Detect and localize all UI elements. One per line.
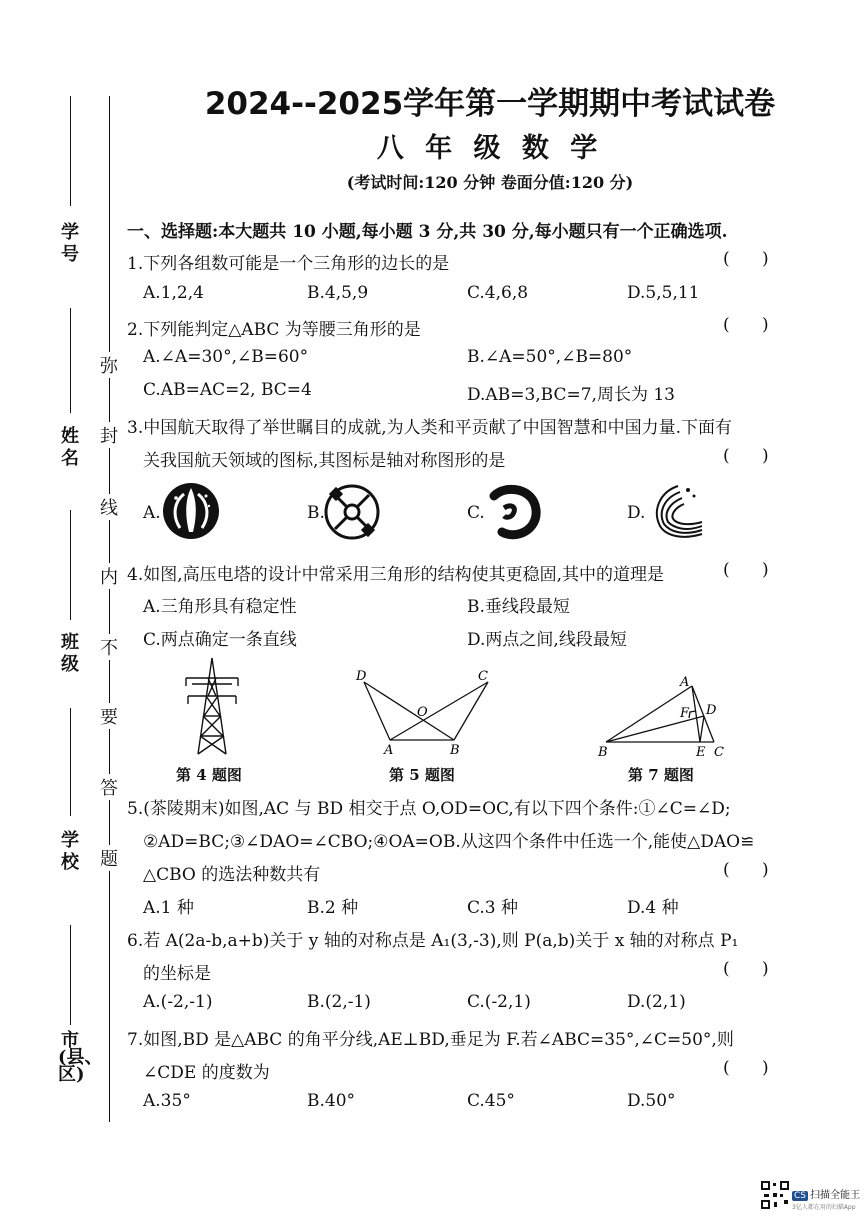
- power-tower-figure: [182, 656, 242, 756]
- seal-char: 线: [97, 494, 121, 520]
- point-label: C: [478, 669, 488, 684]
- field-label-name: 姓名: [61, 426, 79, 469]
- field-line-city: [70, 925, 71, 1025]
- orbit-emblem-icon: [648, 482, 710, 540]
- point-label: E: [696, 745, 706, 760]
- answer-blank[interactable]: ( ): [723, 860, 769, 880]
- field-label-city: 市(县、区): [58, 1030, 103, 1085]
- question-stem: 2.下列能判定△ABC 为等腰三角形的是: [127, 320, 421, 340]
- question-stem: 1.下列各组数可能是一个三角形的边长的是: [127, 254, 450, 274]
- question-stem: 7.如图,BD 是△ABC 的角平分线,AE⊥BD,垂足为 F.若∠ABC=35°,∠C=50°,则: [127, 1030, 734, 1050]
- scanner-logo-icon: CS: [794, 1191, 806, 1201]
- point-label: B: [450, 743, 460, 758]
- point-label: B: [598, 745, 608, 760]
- point-label: F: [680, 706, 690, 721]
- option-d[interactable]: D.两点之间,线段最短: [467, 630, 627, 650]
- field-line-name: [70, 308, 71, 413]
- question-stem: △CBO 的选法种数共有: [143, 865, 321, 885]
- point-label: D: [356, 669, 367, 684]
- exam-info: (考试时间:120 分钟 卷面分值:120 分): [346, 173, 634, 192]
- seal-line: [109, 96, 110, 1122]
- field-line-student-id: [70, 96, 71, 206]
- option-a[interactable]: A.1 种: [143, 898, 194, 918]
- seal-char: 答: [97, 774, 121, 800]
- option-b[interactable]: B.4,5,9: [307, 283, 369, 303]
- question-stem: 3.中国航天取得了举世瞩目的成就,为人类和平贡献了中国智慧和中国力量.下面有: [127, 418, 733, 438]
- option-a[interactable]: A.35°: [143, 1091, 191, 1111]
- option-c[interactable]: C.(-2,1): [467, 992, 531, 1012]
- question-stem: 关我国航天领域的图标,其图标是轴对称图形的是: [143, 451, 506, 471]
- answer-blank[interactable]: ( ): [723, 315, 769, 335]
- scanner-tagline: 3亿人都在用的扫描App: [792, 1204, 856, 1211]
- option-b[interactable]: B.40°: [307, 1091, 356, 1111]
- point-label: C: [714, 745, 724, 760]
- seal-char: 弥: [97, 352, 121, 378]
- point-label: A: [680, 675, 690, 690]
- option-c[interactable]: C.: [467, 503, 485, 523]
- answer-blank[interactable]: ( ): [723, 249, 769, 269]
- point-label: A: [384, 743, 394, 758]
- seal-char: 要: [97, 703, 121, 729]
- option-d[interactable]: D.4 种: [627, 898, 679, 918]
- seal-char: 不: [97, 634, 121, 660]
- rocket-emblem-icon: [162, 482, 220, 540]
- option-d[interactable]: D.: [627, 503, 646, 523]
- figure-caption: 第 5 题图: [389, 766, 455, 784]
- field-line-class: [70, 510, 71, 620]
- field-label-school: 学校: [61, 830, 79, 873]
- answer-blank[interactable]: ( ): [723, 560, 769, 580]
- scanner-brand: 扫描全能王: [810, 1190, 860, 1201]
- field-label-student-id: 学号: [61, 222, 79, 265]
- q5-geometry-figure: [350, 668, 500, 758]
- option-d[interactable]: D.AB=3,BC=7,周长为 13: [467, 385, 675, 405]
- option-d[interactable]: D.50°: [627, 1091, 676, 1111]
- seal-char: 封: [97, 422, 121, 448]
- option-b[interactable]: B.垂线段最短: [467, 597, 570, 617]
- option-c[interactable]: C.45°: [467, 1091, 515, 1111]
- field-line-school: [70, 708, 71, 816]
- option-d[interactable]: D.(2,1): [627, 992, 686, 1012]
- field-label-class: 班级: [61, 632, 79, 675]
- option-a[interactable]: A.三角形具有稳定性: [143, 597, 297, 617]
- question-stem: 5.(茶陵期末)如图,AC 与 BD 相交于点 O,OD=OC,有以下四个条件:①∠C=∠D;: [127, 799, 731, 819]
- seal-char: 内: [97, 563, 121, 589]
- option-b[interactable]: B.2 种: [307, 898, 359, 918]
- option-a[interactable]: A.: [143, 503, 161, 523]
- question-stem: 的坐标是: [143, 964, 211, 984]
- option-a[interactable]: A.∠A=30°,∠B=60°: [143, 347, 309, 367]
- option-b[interactable]: B.(2,-1): [307, 992, 371, 1012]
- exam-title: 2024--2025学年第一学期期中考试试卷: [204, 86, 776, 122]
- figure-caption: 第 7 题图: [628, 766, 694, 784]
- qr-code-icon: [760, 1180, 790, 1210]
- question-stem: 4.如图,高压电塔的设计中常采用三角形的结构使其更稳固,其中的道理是: [127, 565, 665, 585]
- option-c[interactable]: C.3 种: [467, 898, 519, 918]
- option-c[interactable]: C.两点确定一条直线: [143, 630, 297, 650]
- satellite-emblem-icon: [323, 483, 381, 541]
- question-stem: ∠CDE 的度数为: [143, 1063, 270, 1083]
- answer-blank[interactable]: ( ): [723, 959, 769, 979]
- q7-geometry-figure: [596, 672, 736, 760]
- answer-blank[interactable]: ( ): [723, 446, 769, 466]
- option-b[interactable]: B.: [307, 503, 325, 523]
- option-a[interactable]: A.(-2,-1): [143, 992, 213, 1012]
- option-d[interactable]: D.5,5,11: [627, 283, 700, 303]
- point-label: D: [706, 703, 717, 718]
- figure-caption: 第 4 题图: [176, 766, 242, 784]
- option-c[interactable]: C.AB=AC=2, BC=4: [143, 380, 312, 400]
- option-a[interactable]: A.1,2,4: [143, 283, 204, 303]
- section-heading: 一、选择题:本大题共 10 小题,每小题 3 分,共 30 分,每小题只有一个正确选项.: [127, 222, 728, 242]
- exam-subject: 八 年 级 数 学: [376, 133, 604, 164]
- question-stem: 6.若 A(2a-b,a+b)关于 y 轴的对称点是 A₁(3,-3),则 P(a,b)关于 x 轴的对称点 P₁: [127, 931, 739, 951]
- seal-char: 题: [97, 845, 121, 871]
- option-c[interactable]: C.4,6,8: [467, 283, 529, 303]
- scanner-watermark: [792, 1186, 860, 1211]
- option-b[interactable]: B.∠A=50°,∠B=80°: [467, 347, 633, 367]
- answer-blank[interactable]: ( ): [723, 1058, 769, 1078]
- point-label: O: [417, 705, 428, 720]
- swirl-emblem-icon: [484, 482, 542, 540]
- question-stem: ②AD=BC;③∠DAO=∠CBO;④OA=OB.从这四个条件中任选一个,能使△DAO≌: [143, 832, 755, 852]
